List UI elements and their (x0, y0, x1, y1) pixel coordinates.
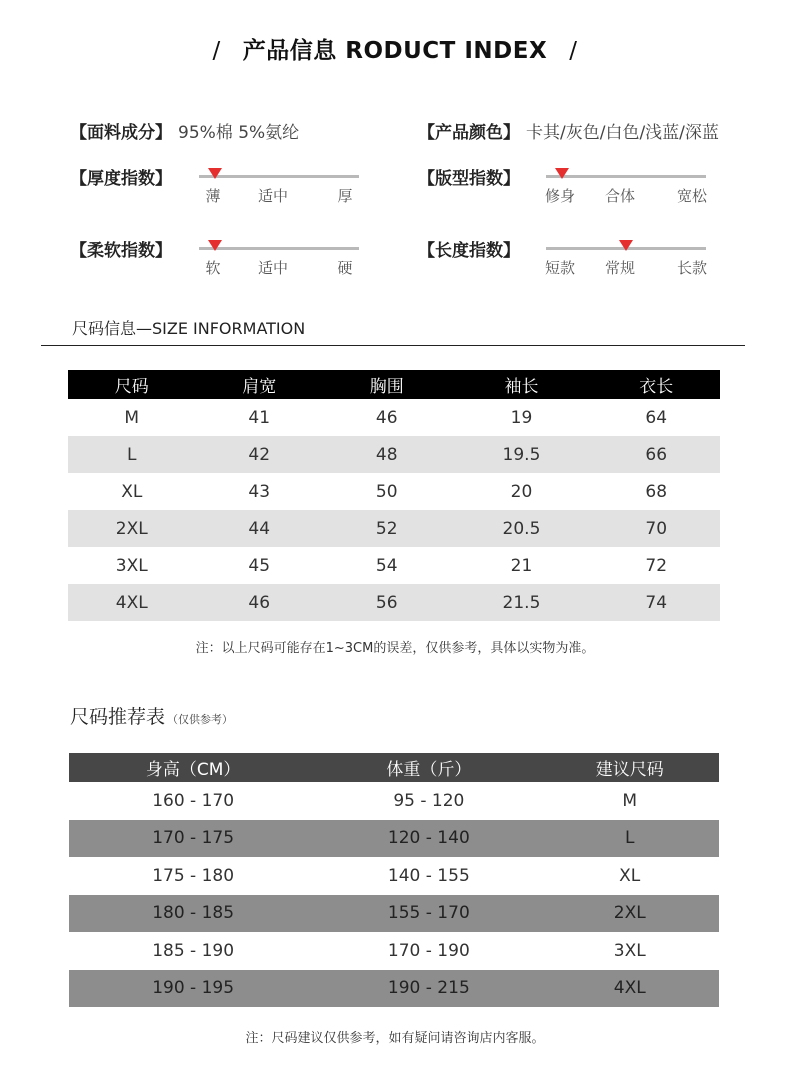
table-row (69, 820, 719, 858)
slider-tick-left: 软 (205, 259, 221, 277)
page-title (0, 32, 790, 65)
table-cell: 68 (645, 481, 668, 502)
recommend-subtitle: （仅供参考） (167, 713, 234, 726)
table-cell: 3XL (115, 555, 148, 576)
slider-tick-right: 宽松 (676, 187, 708, 205)
softness-label-text: 【柔软指数】 (70, 241, 172, 261)
table-cell: 52 (323, 510, 451, 547)
table-row (69, 895, 719, 933)
slider-tick-mid: 适中 (257, 259, 289, 277)
table-row (68, 436, 720, 473)
table-cell: XL (121, 481, 143, 502)
slider-tick-mid: 常规 (604, 259, 636, 277)
table-row (68, 547, 720, 584)
thickness-label (70, 164, 172, 189)
slider-tick-left: 薄 (205, 187, 221, 205)
table-cell: 19.5 (451, 436, 593, 473)
slider-marker-icon (555, 168, 569, 179)
slider-tick-right: 厚 (337, 187, 353, 205)
title-left-slash: / (212, 38, 221, 64)
table-cell: 95 - 120 (393, 790, 465, 811)
table-cell: L (540, 820, 719, 858)
size-info-title: 尺码信息—SIZE INFORMATION (72, 319, 306, 338)
table-cell: 46 (196, 584, 324, 621)
slider-track (546, 175, 706, 178)
table-cell: 20 (510, 481, 533, 502)
slider-tick-left: 短款 (544, 259, 576, 277)
table-cell: 64 (645, 407, 668, 428)
size-table (68, 370, 720, 621)
table-cell: 190 - 215 (317, 970, 540, 1008)
table-cell: M (124, 407, 140, 428)
thickness-slider (199, 168, 359, 208)
size-info-note: 注：以上尺码可能存在1~3CM的误差，仅供参考，具体以实物为准。 (195, 641, 595, 656)
table-cell: 56 (323, 584, 451, 621)
table-row (68, 510, 720, 547)
recommend-table (69, 753, 719, 1007)
slider-tick-right: 硬 (337, 259, 353, 277)
table-cell: 45 (248, 555, 271, 576)
header-cell: 胸围 (323, 370, 451, 399)
slider-tick-mid: 适中 (257, 187, 289, 205)
table-cell: 74 (592, 584, 720, 621)
table-cell: 160 - 170 (152, 790, 235, 811)
table-row (69, 782, 719, 820)
table-cell: 21 (510, 555, 533, 576)
fit-label (418, 164, 520, 189)
color-attr (418, 118, 719, 143)
header-cell: 肩宽 (196, 370, 324, 399)
header-cell: 建议尺码 (540, 753, 719, 782)
table-cell: 72 (645, 555, 668, 576)
table-cell: 21.5 (451, 584, 593, 621)
table-cell: 66 (592, 436, 720, 473)
title-text: 产品信息 RODUCT INDEX (242, 38, 548, 64)
table-cell: 120 - 140 (317, 820, 540, 858)
table-cell: 70 (592, 510, 720, 547)
table-row (68, 473, 720, 510)
table-cell: 54 (375, 555, 398, 576)
table-row (69, 970, 719, 1008)
table-cell: 19 (510, 407, 533, 428)
table-cell: 4XL (68, 584, 196, 621)
recommend-table-header (69, 753, 719, 782)
size-table-header (68, 370, 720, 399)
slider-tick-left: 修身 (544, 187, 576, 205)
fit-label-text: 【版型指数】 (418, 169, 520, 189)
table-cell: 170 - 175 (69, 820, 317, 858)
slider-marker-icon (208, 168, 222, 179)
fabric-attr (70, 118, 299, 143)
softness-label (70, 236, 172, 261)
table-cell: 43 (248, 481, 271, 502)
slider-marker-icon (208, 240, 222, 251)
table-cell: 140 - 155 (387, 865, 470, 886)
slider-track (199, 247, 359, 250)
table-cell: 175 - 180 (152, 865, 235, 886)
length-label (418, 236, 520, 261)
header-cell: 袖长 (451, 370, 593, 399)
table-cell: L (68, 436, 196, 473)
table-row (68, 399, 720, 436)
table-cell: 155 - 170 (317, 895, 540, 933)
header-cell: 尺码 (68, 370, 196, 399)
table-cell: 48 (323, 436, 451, 473)
slider-tick-right: 长款 (676, 259, 708, 277)
table-row (69, 932, 719, 970)
table-cell: 180 - 185 (69, 895, 317, 933)
fit-slider (546, 168, 706, 208)
table-cell: 190 - 195 (69, 970, 317, 1008)
table-row (68, 584, 720, 621)
table-cell: 46 (375, 407, 398, 428)
header-cell: 体重（斤） (317, 753, 540, 782)
title-right-slash: / (569, 38, 578, 64)
length-label-text: 【长度指数】 (418, 241, 520, 261)
recommend-title (70, 702, 233, 729)
header-cell: 衣长 (592, 370, 720, 399)
table-cell: 3XL (613, 940, 646, 961)
table-cell: 170 - 190 (387, 940, 470, 961)
table-cell: 2XL (540, 895, 719, 933)
slider-marker-icon (619, 240, 633, 251)
recommend-note: 注：尺码建议仅供参考，如有疑问请咨询店内客服。 (245, 1031, 545, 1046)
color-label: 【产品颜色】 (418, 123, 520, 143)
table-cell: M (622, 790, 638, 811)
length-slider (546, 240, 706, 280)
softness-slider (199, 240, 359, 280)
table-cell: 185 - 190 (152, 940, 235, 961)
table-cell: 4XL (540, 970, 719, 1008)
fabric-label: 【面料成分】 (70, 123, 172, 143)
fabric-value: 95%棉 5%氨纶 (178, 123, 300, 143)
section-divider (41, 345, 745, 346)
table-cell: 42 (196, 436, 324, 473)
header-cell: 身高（CM） (69, 753, 317, 782)
table-cell: 50 (375, 481, 398, 502)
table-cell: 41 (248, 407, 271, 428)
table-cell: 20.5 (451, 510, 593, 547)
color-value: 卡其/灰色/白色/浅蓝/深蓝 (526, 123, 719, 143)
slider-track (199, 175, 359, 178)
slider-tick-mid: 合体 (604, 187, 636, 205)
recommend-title-text: 尺码推荐表 (70, 706, 166, 728)
table-cell: 44 (196, 510, 324, 547)
table-cell: 2XL (68, 510, 196, 547)
table-row (69, 857, 719, 895)
thickness-label-text: 【厚度指数】 (70, 169, 172, 189)
table-cell: XL (619, 865, 641, 886)
